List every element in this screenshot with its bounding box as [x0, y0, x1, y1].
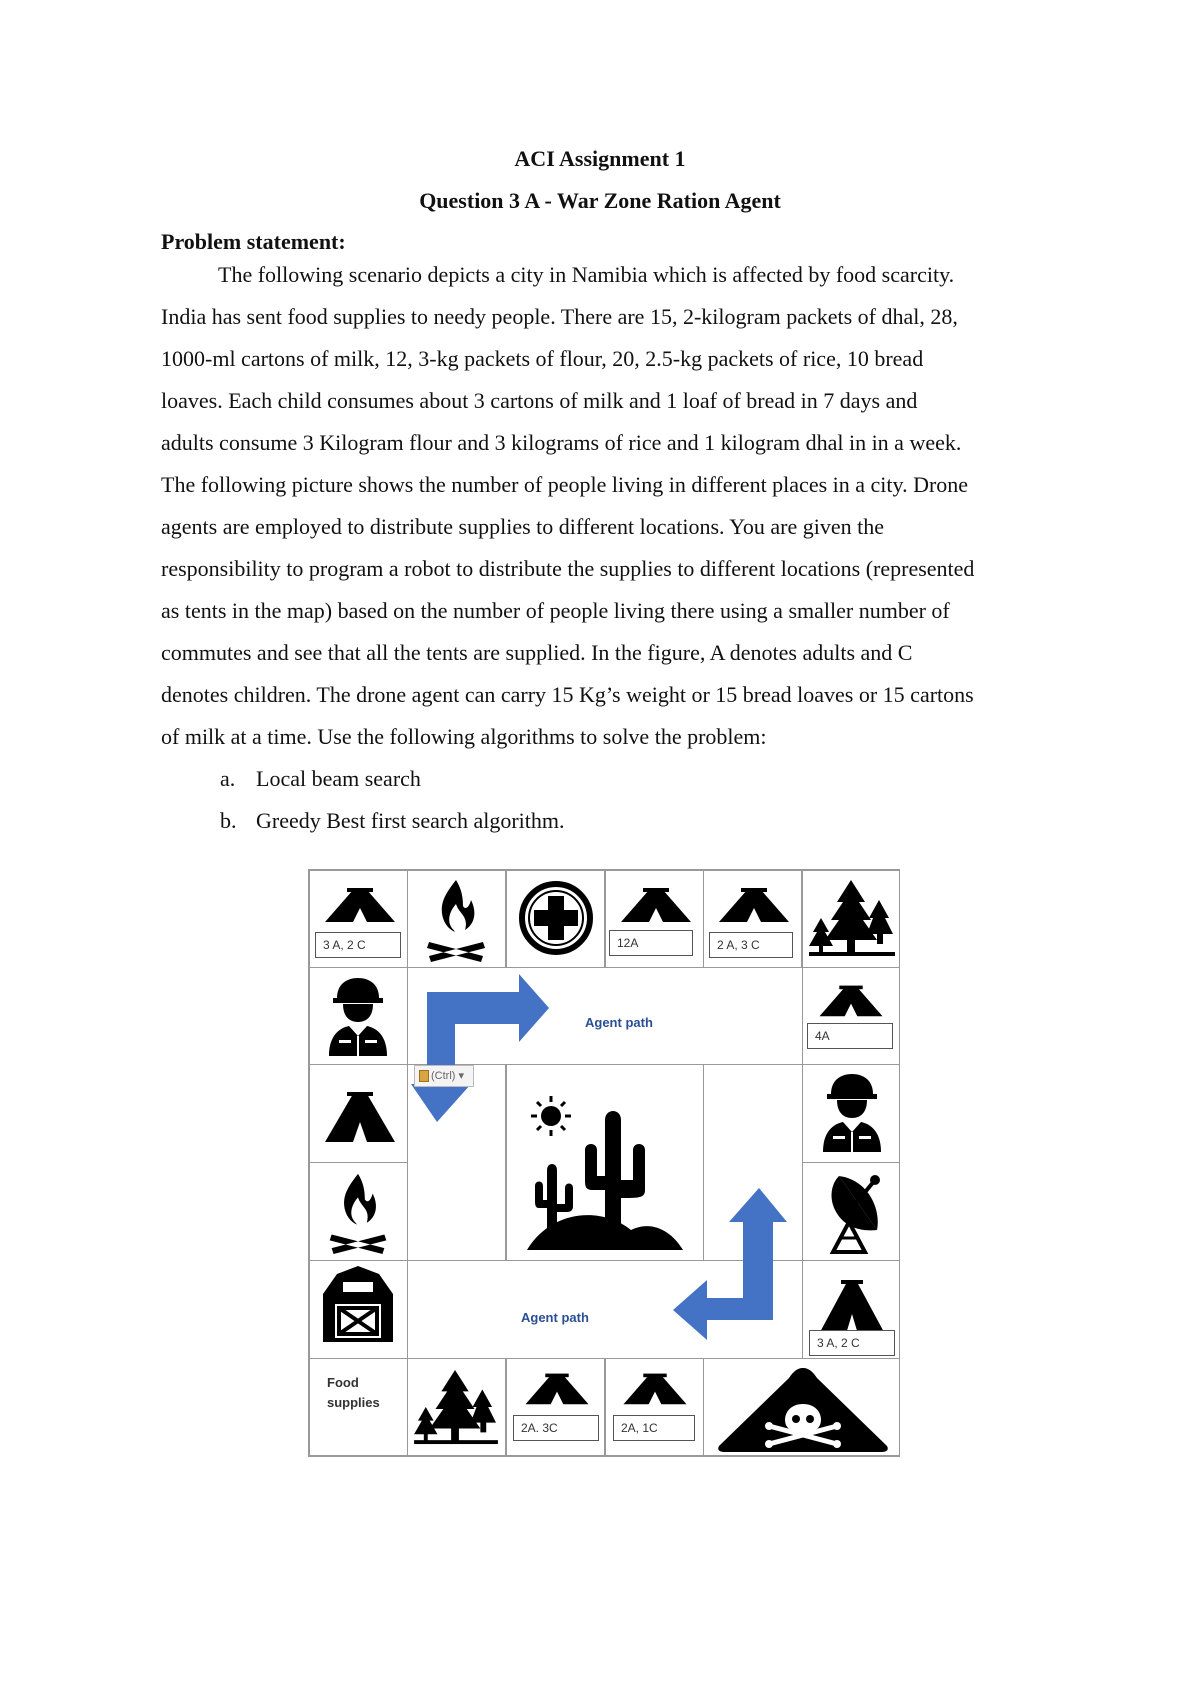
pine-trees-icon	[413, 1368, 499, 1446]
tent-icon	[521, 1370, 593, 1406]
arrow-icon	[671, 1186, 791, 1346]
tent-icon	[619, 1370, 691, 1406]
soldier-icon	[821, 1072, 883, 1154]
paragraph-line: responsibility to program a robot to distribute the supplies to different locations (represented	[161, 556, 975, 581]
paragraph-line: agents are employed to distribute supplies to different locations. You are given the	[161, 514, 884, 539]
food-supplies-label	[327, 1373, 380, 1413]
clipboard-icon	[419, 1070, 429, 1082]
food-label-line1: Food	[327, 1375, 359, 1390]
satellite-dish-icon	[819, 1170, 883, 1254]
campfire-icon	[425, 876, 487, 962]
paragraph-line: 1000-ml cartons of milk, 12, 3-kg packets of flour, 20, 2.5-kg packets of rice, 10 bread	[161, 346, 924, 371]
paragraph-line: loaves. Each child consumes about 3 cartons of milk and 1 loaf of bread in 7 days and	[161, 388, 918, 413]
document-title: ACI Assignment 1	[514, 146, 686, 171]
tent-label: 2 A, 3 C	[709, 932, 793, 958]
list-item-greedy-best-first: Greedy Best first search algorithm.	[256, 808, 565, 833]
tent-icon	[323, 884, 397, 924]
desert-cactus-icon	[521, 1080, 691, 1250]
tent-icon	[815, 982, 887, 1018]
paragraph-line: The following scenario depicts a city in Namibia which is affected by food scarcity.	[218, 262, 955, 287]
tent-icon	[717, 884, 791, 924]
tent-icon	[817, 1276, 887, 1336]
paste-options-button[interactable]	[414, 1065, 474, 1087]
tent-label: 3 A, 2 C	[315, 932, 401, 958]
tent-icon	[619, 884, 693, 924]
danger-skull-icon	[713, 1364, 893, 1454]
list-marker-a: a.	[220, 766, 236, 791]
agent-path-label: Agent path	[521, 1310, 589, 1325]
pine-trees-icon	[809, 878, 895, 958]
tent-icon	[323, 1088, 397, 1144]
list-marker-b: b.	[220, 808, 237, 833]
paragraph-line: denotes children. The drone agent can carry 15 Kg’s weight or 15 bread loaves or 15 cartons	[161, 682, 974, 707]
paragraph-line: as tents in the map) based on the number of people living there using a smaller number of	[161, 598, 950, 623]
city-map-figure	[308, 869, 900, 1457]
paragraph-line: India has sent food supplies to needy people. There are 15, 2-kilogram packets of dhal, 28,	[161, 304, 958, 329]
paste-options-label: (Ctrl) ▾	[431, 1070, 465, 1082]
soldier-icon	[327, 976, 389, 1058]
tent-label: 3 A, 2 C	[809, 1330, 895, 1356]
tent-label: 4A	[807, 1023, 893, 1049]
campfire-icon	[327, 1170, 389, 1254]
paragraph-line: adults consume 3 Kilogram flour and 3 kilograms of rice and 1 kilogram dhal in in a week.	[161, 430, 962, 455]
list-item-local-beam-search: Local beam search	[256, 766, 421, 791]
tent-label: 2A, 1C	[613, 1415, 695, 1441]
document-subtitle: Question 3 A - War Zone Ration Agent	[419, 188, 781, 213]
tent-label: 12A	[609, 930, 693, 956]
section-heading: Problem statement:	[161, 229, 346, 254]
paragraph-line: The following picture shows the number of people living in different places in a city. Drone	[161, 472, 969, 497]
food-label-line2: supplies	[327, 1395, 380, 1410]
agent-path-label: Agent path	[585, 1015, 653, 1030]
barn-icon	[319, 1264, 397, 1344]
paragraph-line: of milk at a time. Use the following algorithms to solve the problem:	[161, 724, 767, 749]
medical-cross-icon	[518, 880, 594, 956]
tent-label: 2A. 3C	[513, 1415, 599, 1441]
paragraph-line: commutes and see that all the tents are supplied. In the figure, A denotes adults and C	[161, 640, 913, 665]
